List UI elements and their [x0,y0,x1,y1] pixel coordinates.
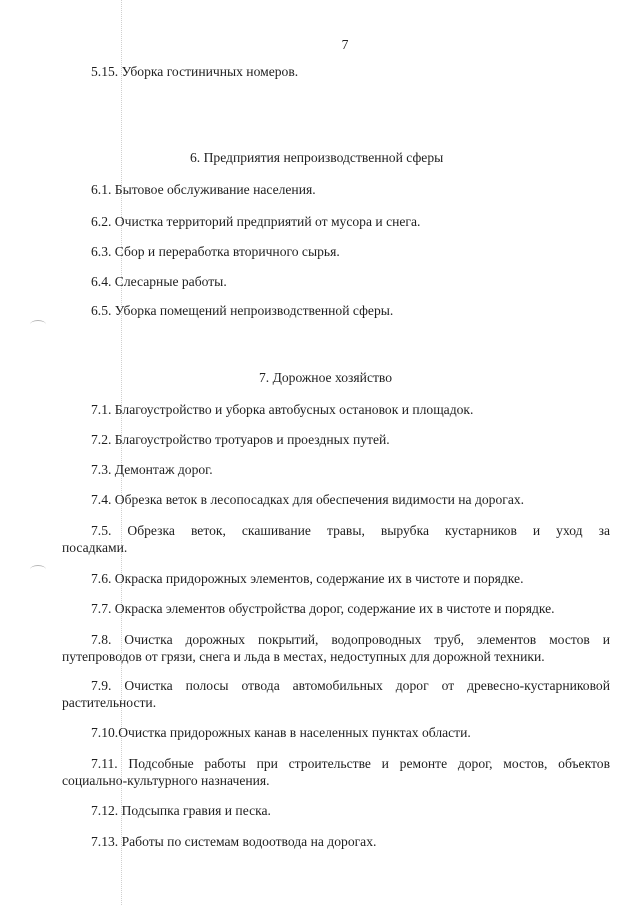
list-item: 5.15. Уборка гостиничных номеров. [91,64,299,79]
scan-mark [30,565,46,574]
list-item-line: 7.8. Очистка дорожных покрытий, водопроводных труб, элементов мостов и [91,632,610,647]
section-heading: 7. Дорожное хозяйство [259,370,393,385]
list-item: 7.1. Благоустройство и уборка автобусных остановок и площадок. [91,402,474,417]
list-item: 7.4. Обрезка веток в лесопосадках для обеспечения видимости на дорогах. [91,492,525,507]
list-item-line: 7.5. Обрезка веток, скашивание травы, вырубка кустарников и уход за [91,523,610,538]
list-item: 6.2. Очистка территорий предприятий от мусора и снега. [91,214,421,229]
list-item: 7.3. Демонтаж дорог. [91,462,213,477]
list-item [62,522,610,556]
list-item: 7.12. Подсыпка гравия и песка. [91,803,271,818]
list-item-line: растительности. [62,695,157,710]
list-item-line: путепроводов от грязи, снега и льда в местах, недоступных для дорожной техники. [62,649,545,664]
list-item [62,677,610,711]
list-item: 7.10.Очистка придорожных канав в населенных пунктах области. [91,725,471,740]
list-item: 7.13. Работы по системам водоотвода на дорогах. [91,834,377,849]
list-item: 6.5. Уборка помещений непроизводственной сферы. [91,303,394,318]
list-item: 6.1. Бытовое обслуживание населения. [91,182,316,197]
list-item-line: социально-культурного назначения. [62,773,270,788]
list-item: 6.4. Слесарные работы. [91,274,227,289]
list-item-line: 7.11. Подсобные работы при строительстве и ремонте дорог, мостов, объектов [91,756,610,771]
page-number: 7 [341,37,349,52]
list-item: 7.6. Окраска придорожных элементов, содержание их в чистоте и порядке. [91,571,524,586]
list-item-line: 7.9. Очистка полосы отвода автомобильных дорог от древесно-кустарниковой [91,678,610,693]
list-item-line: посадками. [62,540,128,555]
list-item [62,631,610,665]
list-item [62,755,610,789]
section-heading: 6. Предприятия непроизводственной сферы [190,150,444,165]
list-item: 7.7. Окраска элементов обустройства дорог, содержание их в чистоте и порядке. [91,601,555,616]
scan-mark [30,320,46,329]
list-item: 6.3. Сбор и переработка вторичного сырья. [91,244,340,259]
list-item: 7.2. Благоустройство тротуаров и проездных путей. [91,432,390,447]
